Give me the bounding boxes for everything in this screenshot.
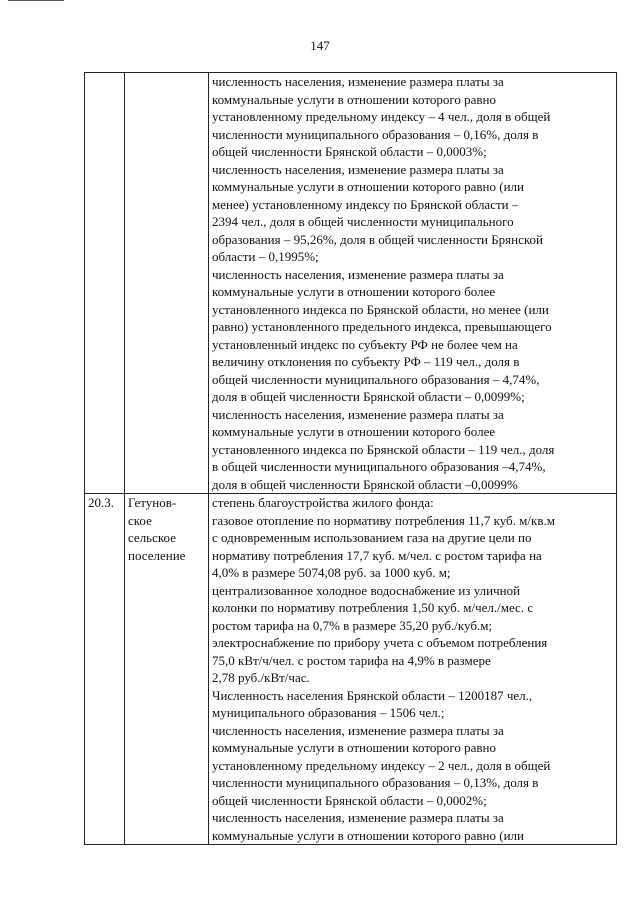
text-line: установленному предельному индексу – 4 чел., доля в общей	[212, 109, 551, 124]
text-line: общей численности муниципального образования – 4,74%,	[212, 371, 540, 387]
text-line: коммунальные услуги в отношении которого равно	[212, 740, 497, 755]
text-line: коммунальные услуги в отношении которого равно (или	[212, 179, 524, 194]
text-line: муниципального образования – 1506 чел.;	[212, 705, 445, 720]
text-line: коммунальные услуги в отношении которого более	[212, 424, 496, 439]
name-line: сельское	[128, 530, 176, 545]
text-line: централизованное холодное водоснабжение из уличной	[212, 582, 521, 598]
text-line: газовое отопление по нормативу потребления 11,7 куб. м/кв.м	[212, 512, 555, 528]
text-line: с одновременным использованием газа на другие цели по	[212, 530, 532, 545]
text-line: 2,78 руб./кВт/час.	[212, 670, 310, 685]
text-line: установленному предельному индексу – 2 чел., доля в общей	[212, 757, 551, 773]
text-line: степень благоустройства жилого фонда:	[212, 495, 434, 510]
table-row	[85, 494, 617, 845]
table-row	[85, 73, 617, 494]
description-cell	[209, 494, 617, 845]
text-line: равно) установленного предельного индекса, превышающего	[212, 319, 552, 334]
text-line: колонки по нормативу потребления 1,50 куб. м/чел./мес. с	[212, 600, 534, 615]
text-line: в общей численности муниципального образования –4,74%,	[212, 459, 546, 474]
name-line: Гетунов-	[128, 495, 177, 510]
text-line: области – 0,1995%;	[212, 249, 319, 264]
text-line: общей численности Брянской области – 0,0003%;	[212, 144, 487, 159]
municipality-name	[128, 494, 205, 564]
text-line: численность населения, изменение размера платы за	[212, 810, 504, 825]
text-line: доля в общей численности Брянской области – 0,0099%;	[212, 389, 525, 404]
text-line: установленного индекса по Брянской области – 119 чел., доля	[212, 441, 555, 457]
text-line: численность населения, изменение размера платы за	[212, 266, 504, 282]
text-line: численности муниципального образования – 0,13%, доля в	[212, 775, 539, 790]
municipality-name-cell	[125, 494, 209, 845]
text-line: 4,0% в размере 5074,08 руб. за 1000 куб. м;	[212, 565, 451, 580]
text-line: численность населения, изменение размера платы за	[212, 406, 504, 422]
text-line: установленного индекса по Брянской области, но менее (или	[212, 301, 549, 317]
text-line: численность населения, изменение размера платы за	[212, 722, 504, 738]
text-line: коммунальные услуги в отношении которого равно (или	[212, 827, 524, 843]
text-line: ростом тарифа на 0,7% в размере 35,20 руб./куб.м;	[212, 617, 493, 633]
text-line: коммунальные услуги в отношении которого равно	[212, 91, 497, 107]
municipality-name-cell	[125, 73, 209, 494]
text-line: численности муниципального образования – 0,16%, доля в	[212, 126, 539, 142]
document-table	[84, 72, 617, 845]
text-line: численность населения, изменение размера платы за	[212, 161, 504, 177]
text-line: электроснабжение по прибору учета с объемом потребления	[212, 635, 548, 650]
page-number: 147	[310, 38, 330, 53]
name-line: ское	[128, 512, 152, 528]
row-number-cell	[85, 73, 125, 494]
text-line: нормативу потребления 17,7 куб. м/чел. с ростом тарифа на	[212, 547, 542, 563]
text-line: величину отклонения по субъекту РФ – 119 чел., доля в	[212, 354, 520, 369]
description-text	[212, 494, 613, 844]
text-line: установленный индекс по субъекту РФ не более чем на	[212, 336, 518, 352]
text-line: 75,0 кВт/ч/чел. с ростом тарифа на 4,9% в размере	[212, 652, 491, 668]
description-text	[212, 73, 613, 493]
text-line: образования – 95,26%, доля в общей численности Брянской	[212, 231, 544, 247]
top-rule	[8, 0, 64, 1]
text-line: Численность населения Брянской области – 1200187 чел.,	[212, 687, 533, 703]
text-line: численность населения, изменение размера платы за	[212, 74, 504, 89]
text-line: коммунальные услуги в отношении которого более	[212, 284, 496, 299]
text-line: 2394 чел., доля в общей численности муниципального	[212, 214, 514, 229]
text-line: доля в общей численности Брянской области –0,0099%	[212, 476, 518, 492]
text-line: общей численности Брянской области – 0,0002%;	[212, 792, 487, 808]
row-number-cell: 20.3.	[85, 494, 125, 845]
name-line: поселение	[128, 547, 186, 563]
text-line: менее) установленному индексу по Брянской области –	[212, 196, 519, 212]
description-cell	[209, 73, 617, 494]
